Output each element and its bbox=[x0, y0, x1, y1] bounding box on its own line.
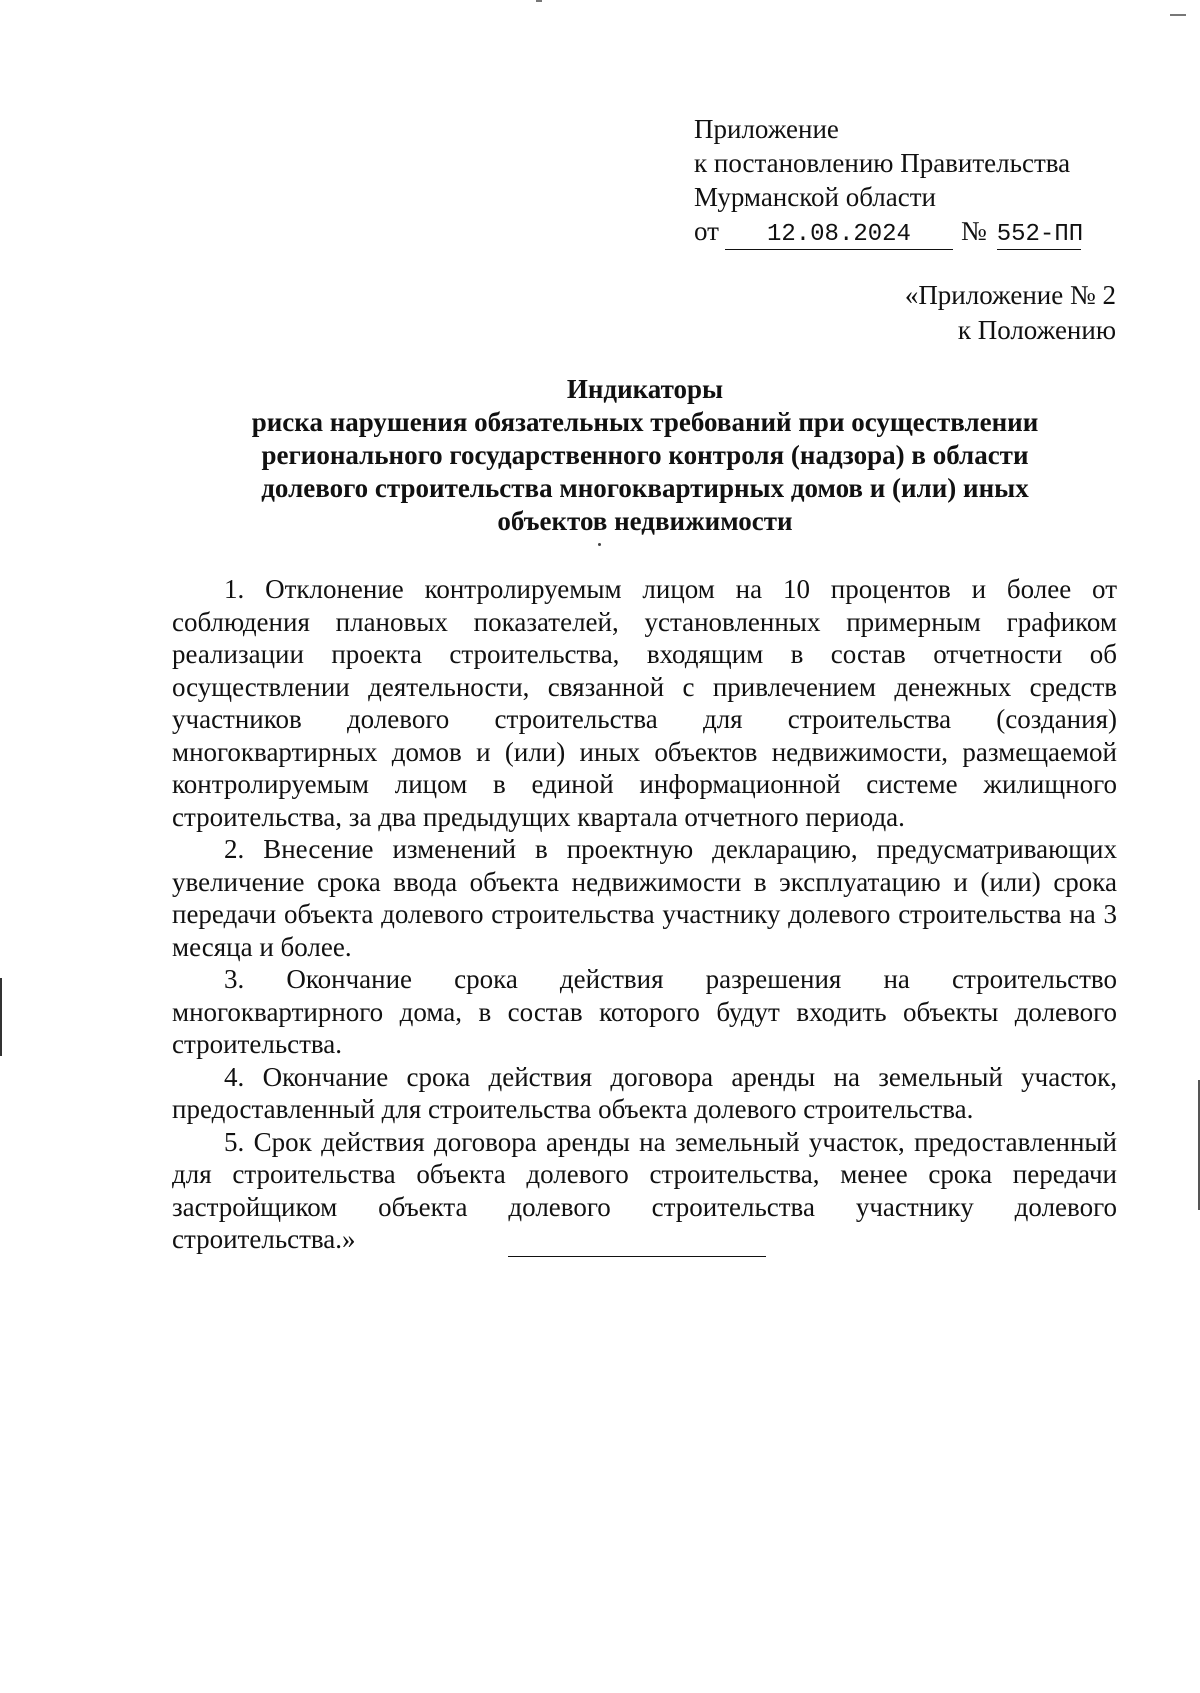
title-line-2: риска нарушения обязательных требований при осуществлении bbox=[251, 407, 1039, 437]
appendix-ref-line-2: к Положению bbox=[957, 315, 1116, 345]
number-label: № bbox=[960, 216, 987, 246]
indicator-item-5: 5. Срок действия договора аренды на земельный участок, предоставленный для строительства объекта долевого строительства, менее срока передачи застройщиком объекта долевого строительства участнику долевого строительства.» bbox=[172, 1126, 1117, 1254]
approval-block bbox=[694, 112, 1084, 250]
scan-dot bbox=[598, 543, 601, 546]
approval-date-number-row bbox=[694, 214, 1084, 250]
indicator-item-4: 4. Окончание срока действия договора аренды на земельный участок, предоставленный для строительства объекта долевого строительства. bbox=[172, 1061, 1117, 1124]
scan-corner-mark bbox=[1170, 14, 1186, 16]
indicator-item-3: 3. Окончание срока действия разрешения на строительство многоквартирного дома, в состав которого будут входить объекты долевого строительства. bbox=[172, 964, 1117, 1059]
indicator-item-2: 2. Внесение изменений в проектную декларацию, предусматривающих увеличение срока ввода объекта недвижимости в эксплуатацию и (или) срока передачи объекта долевого строительства участнику долевого строительства на 3 месяца и более. bbox=[172, 834, 1117, 962]
indicator-item-1: 1. Отклонение контролируемым лицом на 10 процентов и более от соблюдения плановых показателей, установленных примерным графиком реализации проекта строительства, входящим в состав отчетности об осуществлении деятельности, связанной с привлечением денежных средств участников долевого строительства для строительства (создания) многоквартирных домов и (или) иных объектов недвижимости, размещаемой контролируемым лицом в единой информационной системе жилищного строительства, за два предыдущих квартала отчетного периода. bbox=[172, 574, 1117, 832]
document-title bbox=[160, 373, 1130, 538]
indicator-list bbox=[172, 573, 1117, 1256]
closing-rule bbox=[508, 1256, 766, 1257]
approval-line-2: к постановлению Правительства bbox=[694, 148, 1071, 178]
scan-edge-mark-top bbox=[536, 0, 542, 2]
title-line-4: долевого строительства многоквартирных домов и (или) иных bbox=[261, 473, 1029, 503]
date-prefix: от bbox=[694, 216, 719, 246]
title-line-3: регионального государственного контроля (надзора) в области bbox=[261, 440, 1029, 470]
approval-date: 12.08.2024 bbox=[725, 221, 953, 250]
title-line-1: Индикаторы bbox=[566, 374, 724, 404]
approval-number: 552-ПП bbox=[996, 221, 1084, 248]
appendix-reference bbox=[905, 278, 1116, 348]
scan-edge-mark-left bbox=[0, 978, 2, 1056]
appendix-ref-line-1: «Приложение № 2 bbox=[904, 280, 1116, 310]
approval-line-3: Мурманской области bbox=[694, 182, 936, 212]
title-line-5: объектов недвижимости bbox=[497, 506, 793, 536]
approval-line-1: Приложение bbox=[694, 114, 839, 144]
